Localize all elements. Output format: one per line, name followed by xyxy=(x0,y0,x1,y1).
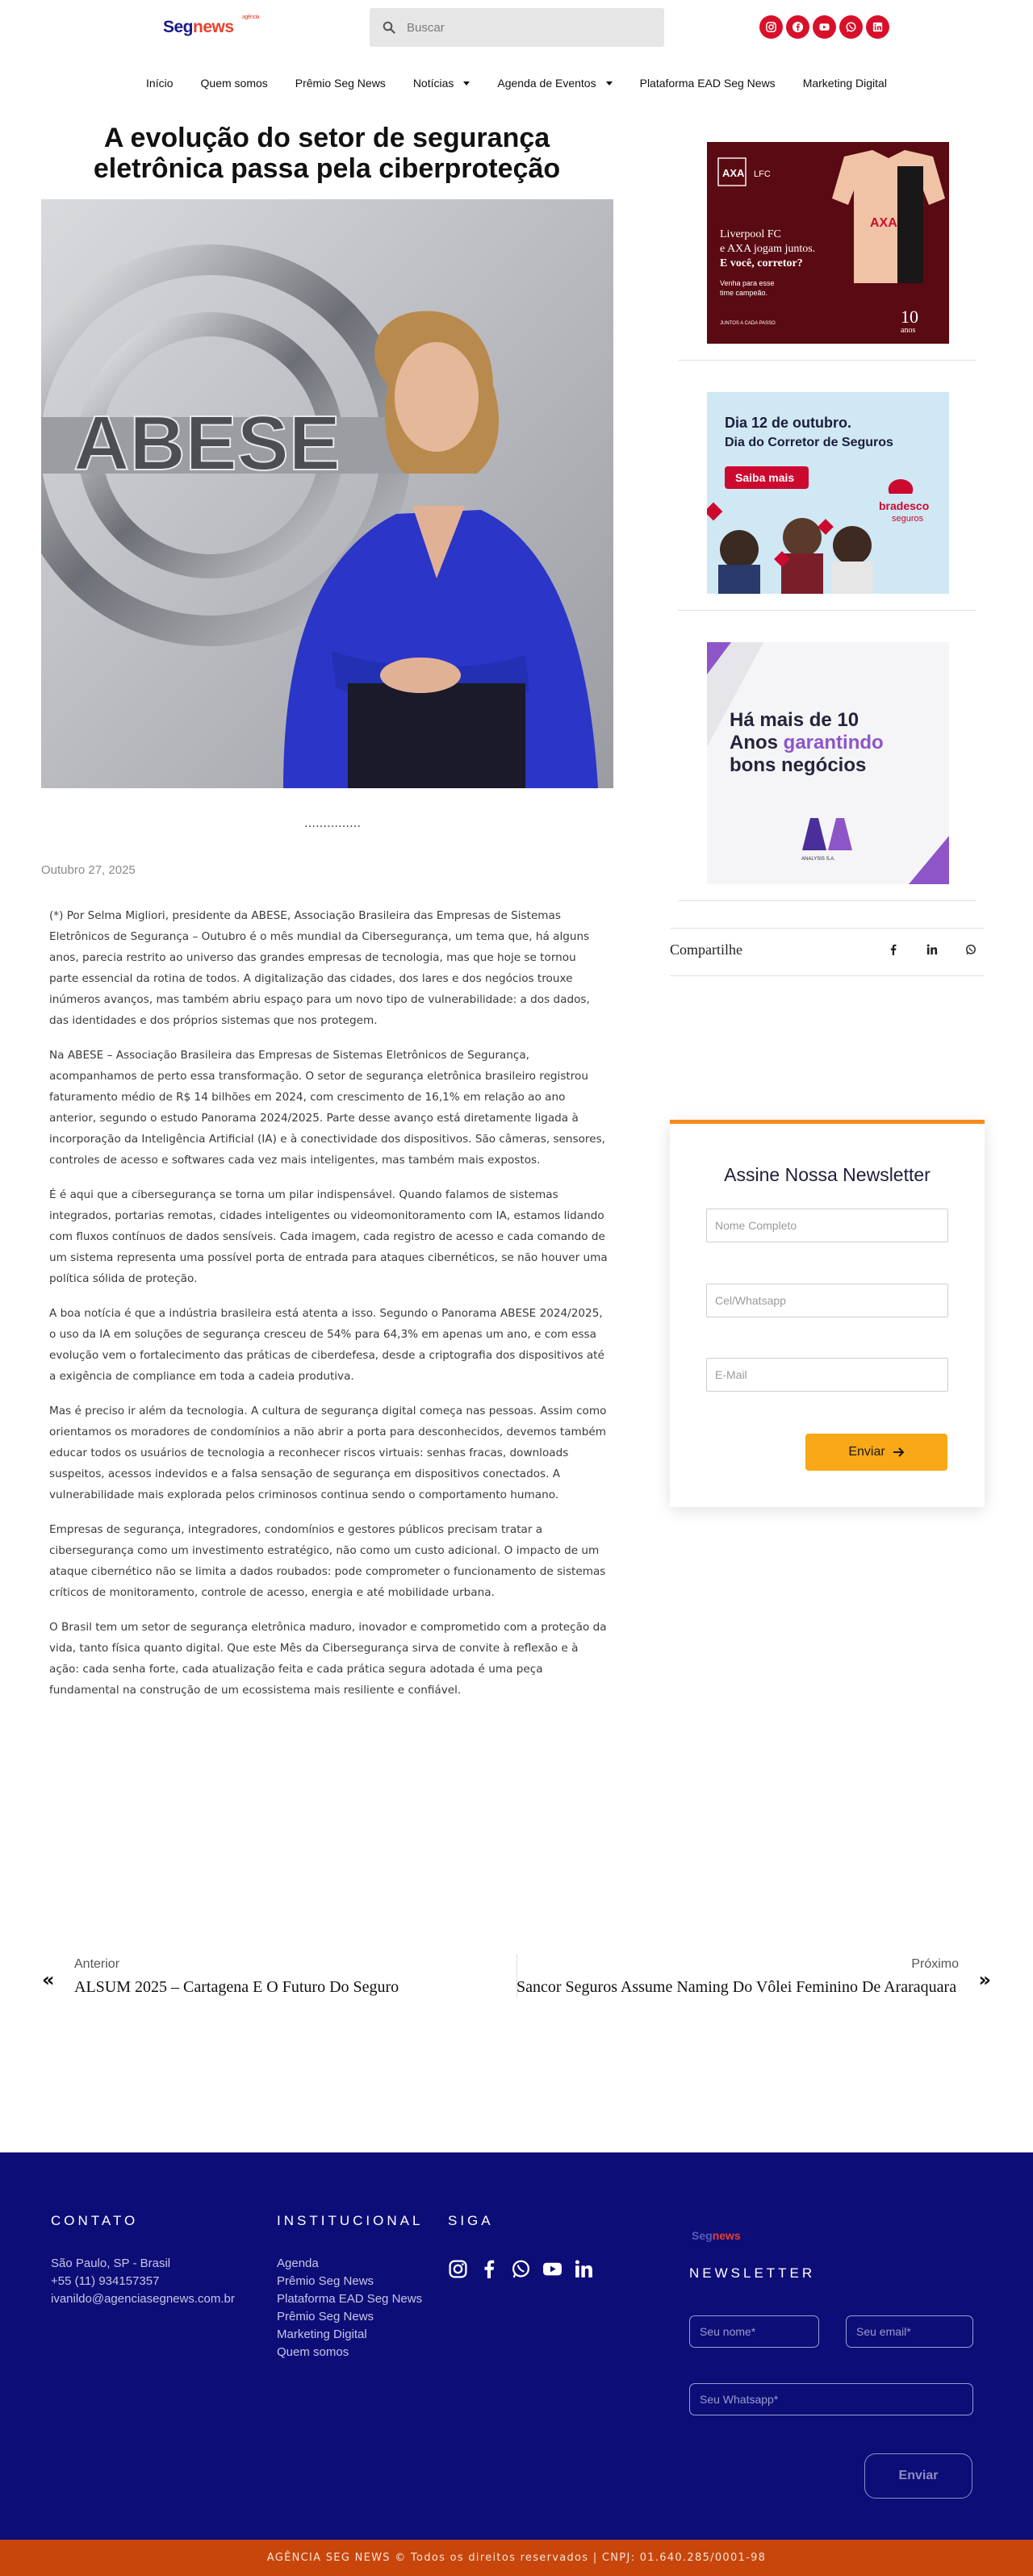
ad3-line3: bons negócios xyxy=(730,754,867,776)
ad1-line2: e AXA jogam juntos. xyxy=(720,243,816,255)
facebook-icon[interactable] xyxy=(888,943,899,958)
ad1-line5: time campeão. xyxy=(720,289,768,297)
footer-link[interactable]: Prêmio Seg News xyxy=(277,2310,374,2323)
logo-seg: Seg xyxy=(163,18,194,36)
previous-label: Anterior xyxy=(74,1957,120,1971)
whatsapp-icon[interactable] xyxy=(511,2259,531,2282)
footer-link[interactable]: Agenda xyxy=(277,2257,319,2270)
ad1-years-label: anos xyxy=(901,326,916,335)
article-paragraph: É é aqui que a cibersegurança se torna um pilar indispensável. Quando falamos de sistemas integrados, portarias remotas, cidades inteligentes ou videomonitoramento com IA, estamos lidando com fluxos contínuos de dados sensíveis. Cada imagem, cada registro de acesso e cada comando de um sistema representa uma possível porta de entrada para ataques cibernéticos, se não houver uma política sólida de proteção. xyxy=(49,1188,608,1285)
contact-address: São Paulo, SP - Brasil xyxy=(51,2257,171,2270)
chevron-down-icon xyxy=(606,81,613,86)
footer-logo-seg: Seg xyxy=(692,2229,713,2242)
logo-tagline: agência xyxy=(242,15,260,20)
search-input[interactable] xyxy=(407,8,649,47)
nav-item-agenda-de-eventos[interactable] xyxy=(483,69,625,97)
post-navigation xyxy=(0,1952,1033,2001)
linkedin-icon[interactable] xyxy=(926,943,938,958)
footer-email-field[interactable] xyxy=(846,2315,973,2348)
article-body xyxy=(49,905,609,1714)
ad1-footer: JUNTOS A CADA PASSO xyxy=(720,321,776,326)
chevron-double-left-icon: « xyxy=(42,1969,55,1991)
article-date: Outubro 27, 2025 xyxy=(41,863,136,877)
ad3-line2: Anos garantindo xyxy=(730,732,884,754)
newsletter-widget xyxy=(670,1120,985,1507)
nav-label: Início xyxy=(146,77,174,90)
name-field[interactable] xyxy=(706,1209,948,1242)
instagram-icon[interactable] xyxy=(448,2259,468,2282)
bradesco-logo: bradesco xyxy=(879,499,930,512)
ad1-years: 10 xyxy=(901,307,918,327)
article-paragraph: Empresas de segurança, integradores, condomínios e gestores públicos precisam tratar a cibersegurança como um investimento estratégico, não como um custo adicional. O impacto de um ataque cibernético não se limita a dados roubados: pode comprometer o funcionamento de sistemas críticos de monitoramento, controle de acesso, energia e até mobilidade urbana. xyxy=(49,1523,606,1599)
bradesco-seguros: seguros xyxy=(892,514,924,524)
article-paragraph: O Brasil tem um setor de segurança eletrônica maduro, inovador e comprometido com a proteção da vida, tanto física quanto digital. Que este Mês da Cibersegurança sirva de convite à reflexão e à ação: cada senha forte, cada atualização feita e cada prática segura adotada é uma peça fundamental na construção de um ecossistema mais resiliente e confiável. xyxy=(49,1621,607,1697)
axa-logo: AXA xyxy=(722,167,745,179)
nav-label: Agenda de Eventos xyxy=(497,77,596,90)
lfc-crest: LFC xyxy=(754,169,771,179)
contact-email[interactable]: ivanildo@agenciasegnews.com.br xyxy=(51,2292,235,2306)
article-title: A evolução do setor de segurança eletrônica passa pela ciberproteção xyxy=(93,123,561,184)
footer-socials xyxy=(448,2259,594,2282)
whatsapp-icon[interactable] xyxy=(839,15,863,39)
nav-item-quem-somos[interactable] xyxy=(187,69,282,97)
youtube-icon[interactable] xyxy=(813,15,836,39)
arrow-right-icon xyxy=(893,1447,905,1457)
header-socials xyxy=(759,15,889,39)
share-bar xyxy=(670,928,985,976)
article-paragraph: Mas é preciso ir além da tecnologia. A cultura de segurança digital começa nas pessoas. Assim como orientamos os moradores de condomínios a não abrir a porta para desconhecidos, devemos também educar todos os usuários de tecnologia a reconhecer riscos virtuais: senhas fracas, downloads suspeitos, acessos indevidos e a falsa sensação de segurança em dispositivos conectados. A vulnerabilidade mais explorada pelos criminosos continua sendo o comportamento humano. xyxy=(49,1405,607,1501)
article-hero-image xyxy=(41,199,613,788)
facebook-icon[interactable] xyxy=(479,2259,500,2282)
analysis-logo: ANALYSIS S.A. xyxy=(801,857,835,862)
footer-link[interactable]: Quem somos xyxy=(277,2345,349,2359)
linkedin-icon[interactable] xyxy=(574,2259,594,2282)
nav-item-premio-seg-news[interactable] xyxy=(282,69,399,97)
footer-link[interactable]: Prêmio Seg News xyxy=(277,2274,374,2288)
article-paragraph: Na ABESE – Associação Brasileira das Empresas de Sistemas Eletrônicos de Segurança, acompanhamos de perto essa transformação. O setor de segurança eletrônica brasileiro registrou faturamento médio de R$ 14 bilhões em 2024, com crescimento de 16,1% em relação ao ano anterior, segundo o estudo Panorama 2024/2025. Parte desse avanço está diretamente ligada à incorporação da Inteligência Artificial (IA) e à conectividade dos dispositivos. São câmeras, sensores, controles de acesso e softwares cada vez mais inteligentes, mas também mais expostos. xyxy=(49,1049,605,1167)
nav-label: Marketing Digital xyxy=(802,77,887,90)
nav-label: Quem somos xyxy=(200,77,268,90)
instagram-icon[interactable] xyxy=(759,15,783,39)
share-label: Compartilhe xyxy=(670,941,742,958)
newsletter-title: Assine Nossa Newsletter xyxy=(724,1164,931,1185)
ad-banner-bradesco[interactable] xyxy=(707,392,949,594)
sidebar-divider xyxy=(678,900,977,901)
search-icon xyxy=(383,21,395,34)
nav-item-marketing-digital[interactable] xyxy=(789,69,901,97)
search-box[interactable] xyxy=(370,8,664,47)
ad3-line1: Há mais de 10 xyxy=(730,709,859,731)
linkedin-icon[interactable] xyxy=(866,15,889,39)
footer-logo-news: news xyxy=(712,2229,741,2242)
footer-contact xyxy=(51,2255,235,2308)
ad1-line1: Liverpool FC xyxy=(720,228,781,240)
footer-link[interactable]: Plataforma EAD Seg News xyxy=(277,2292,423,2306)
article-paragraph: A boa notícia é que a indústria brasileira está atenta a isso. Segundo o Panorama ABESE 2024/2025, o uso da IA em soluções de segurança cresceu de 54% para 64,3% em apenas um ano, e com essa evolução vem o fortalecimento das práticas de ciberdefesa, desde a criptografia dos dispositivos até a exigência de compliance em toda a cadeia produtiva. xyxy=(49,1307,604,1383)
nav-label: Notícias xyxy=(412,77,454,90)
ad-banner-analysis[interactable] xyxy=(707,642,949,884)
footer-institutional-heading: INSTITUCIONAL xyxy=(277,2213,424,2228)
footer-logo[interactable] xyxy=(692,2229,741,2242)
ad2-cta: Saiba mais xyxy=(735,471,795,484)
footer-newsletter-heading: NEWSLETTER xyxy=(689,2265,816,2281)
sidebar-divider xyxy=(678,360,977,361)
ad1-line4: Venha para esse xyxy=(720,279,775,287)
newsletter-submit-button[interactable] xyxy=(805,1434,947,1471)
shirt-axa: AXA xyxy=(870,216,897,230)
previous-title: ALSUM 2025 – Cartagena E O Futuro Do Seguro xyxy=(74,1978,399,1996)
contact-phone[interactable]: +55 (11) 934157357 xyxy=(51,2274,160,2288)
footer-whatsapp-field[interactable] xyxy=(689,2383,973,2415)
chevron-double-right-icon: » xyxy=(978,1969,991,1991)
footer-follow-heading: SIGA xyxy=(448,2213,494,2228)
next-label: Próximo xyxy=(911,1957,959,1971)
footer-name-field[interactable] xyxy=(689,2315,819,2348)
phone-field[interactable] xyxy=(706,1284,948,1317)
logo-news: news xyxy=(193,18,234,36)
footer-submit-button[interactable]: Enviar xyxy=(864,2453,972,2499)
email-field[interactable] xyxy=(706,1358,948,1392)
ad1-line3: E você, corretor? xyxy=(720,257,803,269)
chevron-down-icon xyxy=(463,81,470,86)
share-icons xyxy=(888,943,977,958)
nav-item-noticias[interactable] xyxy=(399,69,484,97)
youtube-icon[interactable] xyxy=(542,2259,563,2282)
nav-item-inicio[interactable] xyxy=(132,69,186,97)
footer-institutional-links xyxy=(277,2255,422,2361)
next-title: Sancor Seguros Assume Naming Do Vôlei Feminino De Araraquara xyxy=(516,1978,957,1996)
nav-item-plataforma-ead[interactable] xyxy=(626,69,789,97)
submit-label: Enviar xyxy=(848,1445,885,1459)
image-caption: …………… xyxy=(304,817,361,830)
whatsapp-icon[interactable] xyxy=(965,943,977,958)
header xyxy=(0,0,1033,56)
footer-link[interactable]: Marketing Digital xyxy=(277,2328,367,2341)
facebook-icon[interactable] xyxy=(786,15,809,39)
main-nav xyxy=(0,69,1033,97)
nav-label: Plataforma EAD Seg News xyxy=(639,77,776,90)
site-logo[interactable] xyxy=(163,15,260,37)
article-paragraph: (*) Por Selma Migliori, presidente da ABESE, Associação Brasileira das Empresas de Sistemas Eletrônicos de Segurança – Outubro é o mês mundial da Cibersegurança, um tema que, há alguns anos, parecia restrito ao universo das grandes empresas de tecnologia, mas que hoje se tornou parte essencial da rotina de todos. A digitalização das cidades, dos lares e dos negócios trouxe inúmeros avanços, mas também abriu espaço para um novo tipo de vulnerabilidade: a dos dados, das identidades e dos próprios sistemas que nos protegem. xyxy=(49,909,590,1027)
ad-banner-axa[interactable] xyxy=(707,142,949,344)
abese-sign-text: ABESE xyxy=(73,400,341,486)
ad2-line1: Dia 12 de outubro. xyxy=(725,415,852,431)
ad2-line2: Dia do Corretor de Seguros xyxy=(725,436,893,449)
footer-contact-heading: CONTATO xyxy=(51,2213,139,2228)
copyright-bar: AGÊNCIA SEG NEWS © Todos os direitos reservados | CNPJ: 01.640.285/0001-98 xyxy=(0,2540,1033,2576)
sidebar-divider xyxy=(678,610,977,611)
nav-label: Prêmio Seg News xyxy=(295,77,386,90)
